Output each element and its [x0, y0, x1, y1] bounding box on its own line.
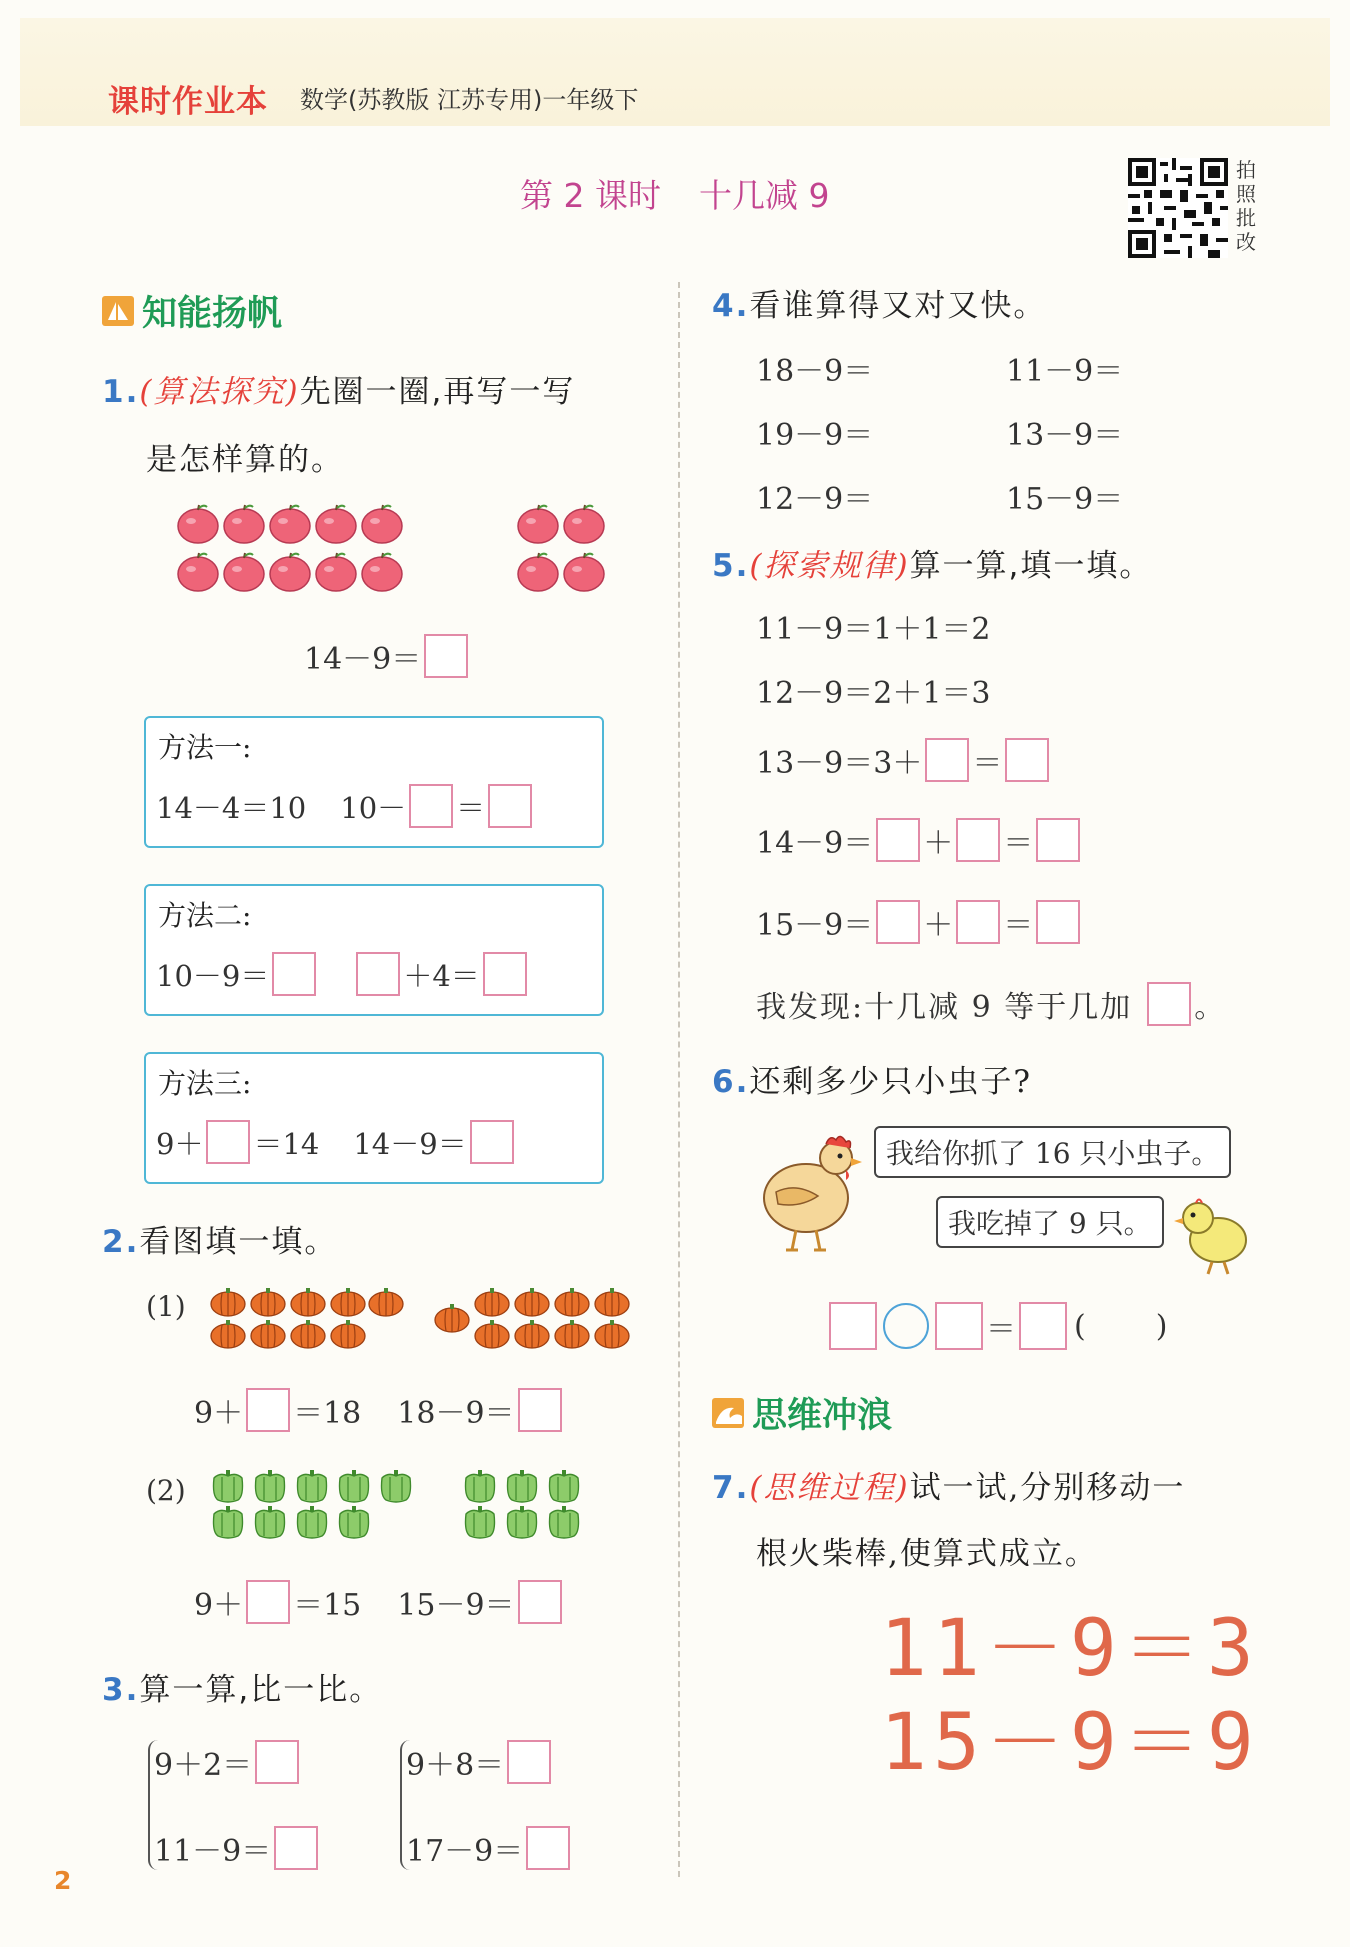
apple-icon [316, 505, 356, 543]
pepper-icon [256, 1506, 285, 1538]
answer-box[interactable] [876, 900, 920, 944]
q1-number: 1. [102, 374, 140, 410]
pepper-icon [214, 1506, 243, 1538]
hen-icon [756, 1126, 866, 1256]
q2-p1-b: ＝18 [293, 1396, 362, 1431]
answer-box[interactable] [409, 784, 453, 828]
page-number: 2 [54, 1866, 72, 1895]
q2-p1-a: 9＋ [194, 1396, 244, 1431]
apple-icon [362, 505, 402, 543]
lesson-topic: 十几减 9 [698, 176, 830, 215]
pumpkins-illustration [210, 1288, 630, 1350]
answer-box[interactable] [255, 1740, 299, 1784]
sail-icon [102, 294, 136, 328]
answer-box[interactable] [1036, 900, 1080, 944]
pumpkin-icon [475, 1288, 509, 1316]
answer-box[interactable] [829, 1302, 877, 1350]
method2-b: ＋4＝ [403, 958, 480, 993]
q5-discover-text: 我发现:十几减 9 等于几加 [756, 990, 1133, 1025]
q3-left-bottom [154, 1826, 321, 1870]
method1-box [144, 716, 604, 848]
pepper-icon [214, 1470, 243, 1502]
q4-item: 13－9＝ [1006, 418, 1124, 453]
chick-speech-bubble: 我吃掉了 9 只。 [936, 1196, 1164, 1248]
answer-box[interactable] [356, 952, 400, 996]
pepper-icon [340, 1470, 369, 1502]
answer-box[interactable] [470, 1120, 514, 1164]
wave-icon [712, 1396, 746, 1430]
q3-text: 算一算,比一比。 [139, 1672, 383, 1708]
q5-tag: (探索规律) [749, 548, 910, 584]
q6-equation [826, 1302, 1167, 1350]
q3-right-bottom [406, 1826, 573, 1870]
q4-number: 4. [712, 288, 750, 324]
q7-tag: (思维过程) [749, 1470, 910, 1506]
equals-sign: ＝ [986, 1312, 1016, 1347]
equals-sign: ＝ [1003, 908, 1034, 943]
q2-p2-c: 15－9＝ [397, 1588, 515, 1623]
q5-l3-text: 13－9＝3＋ [756, 746, 923, 781]
peppers-illustration [210, 1470, 590, 1540]
answer-box[interactable] [507, 1740, 551, 1784]
pumpkin-icon [251, 1288, 285, 1316]
q5-number: 5. [712, 548, 750, 584]
operator-circle[interactable] [883, 1303, 929, 1349]
q6-text: 还剩多少只小虫子? [749, 1064, 1032, 1100]
pumpkin-icon [595, 1320, 629, 1348]
q5-l4-text: 14－9＝ [756, 826, 874, 861]
section-siwei-title: 思维冲浪 [752, 1396, 893, 1436]
pepper-icon [508, 1470, 537, 1502]
chick-icon [1172, 1190, 1256, 1276]
pumpkin-icon [515, 1288, 549, 1316]
q3-number: 3. [102, 1672, 140, 1708]
answer-box[interactable] [483, 952, 527, 996]
pumpkin-icon [555, 1288, 589, 1316]
pumpkin-icon [369, 1288, 403, 1316]
answer-box[interactable] [1147, 982, 1191, 1026]
method2-label: 方法二: [158, 899, 252, 932]
q7-line1 [712, 1462, 1185, 1507]
apple-icon [362, 553, 402, 591]
apple-icon [564, 505, 604, 543]
pepper-icon [466, 1470, 495, 1502]
q5-l2: 12－9＝2＋1＝3 [756, 676, 991, 711]
q3-left-1: 11－9＝ [154, 1834, 272, 1869]
answer-box[interactable] [518, 1580, 562, 1624]
hen-speech-bubble: 我给你抓了 16 只小虫子。 [874, 1126, 1231, 1178]
q1-equation-text: 14－9＝ [304, 642, 422, 677]
q5-l1: 11－9＝1＋1＝2 [756, 612, 991, 647]
pumpkin-icon [515, 1320, 549, 1348]
answer-box[interactable] [1019, 1302, 1067, 1350]
q3-left-top [154, 1740, 302, 1784]
method1-eq: ＝ [456, 790, 486, 825]
q5-period: 。 [1194, 990, 1227, 1025]
section-siwei [712, 1388, 892, 1438]
apple-icon [518, 505, 558, 543]
q2-p1-label: (1) [146, 1290, 186, 1323]
pumpkin-icon [251, 1320, 285, 1348]
answer-box[interactable] [424, 634, 468, 678]
method1-line [156, 784, 535, 828]
unit-close-paren: ) [1155, 1308, 1168, 1344]
q1-equation [304, 634, 471, 678]
apple-icon [224, 553, 264, 591]
apple-icon [178, 553, 218, 591]
q4-line [712, 280, 1046, 325]
answer-box[interactable] [518, 1388, 562, 1432]
pepper-icon [340, 1506, 369, 1538]
answer-box[interactable] [956, 900, 1000, 944]
q5-line [712, 540, 1152, 585]
apple-icon [564, 553, 604, 591]
method1-a: 14－4＝10 [156, 790, 307, 825]
pumpkin-icon [291, 1320, 325, 1348]
plus-sign: ＋ [923, 826, 954, 861]
q3-right-0: 9＋8＝ [406, 1748, 505, 1783]
method1-label: 方法一: [158, 731, 252, 764]
method3-c: 14－9＝ [353, 1126, 467, 1161]
answer-box[interactable] [876, 818, 920, 862]
pumpkin-icon [331, 1288, 365, 1316]
section-zhineng [102, 286, 282, 336]
lesson-title [520, 170, 829, 217]
q1-tag: (算法探究) [139, 374, 300, 410]
pumpkin-icon [555, 1320, 589, 1348]
q2-number: 2. [102, 1224, 140, 1260]
method3-line [156, 1120, 517, 1164]
q2-line [102, 1216, 337, 1261]
pepper-icon [256, 1470, 285, 1502]
q5-l3 [756, 738, 1052, 782]
q6-line [712, 1056, 1032, 1101]
equals-sign: ＝ [972, 746, 1003, 781]
pumpkin-icon [211, 1320, 245, 1348]
method2-a: 10－9＝ [156, 958, 270, 993]
pumpkin-icon [291, 1288, 325, 1316]
method3-b: ＝14 [253, 1126, 320, 1161]
answer-box[interactable] [956, 818, 1000, 862]
answer-box[interactable] [206, 1120, 250, 1164]
answer-box[interactable] [1005, 738, 1049, 782]
apple-icon [270, 505, 310, 543]
q4-item: 19－9＝ [756, 418, 874, 453]
pepper-icon [550, 1470, 579, 1502]
q7-text2: 根火柴棒,使算式成立。 [756, 1536, 1098, 1572]
apple-icon [270, 553, 310, 591]
q3-left-0: 9＋2＝ [154, 1748, 253, 1783]
q5-text: 算一算,填一填。 [909, 548, 1153, 584]
pumpkin-icon [435, 1304, 469, 1332]
qr-code-icon[interactable] [1127, 158, 1229, 258]
q1-text2: 是怎样算的。 [146, 442, 344, 478]
section-zhineng-title: 知能扬帆 [142, 294, 283, 334]
q4-item: 15－9＝ [1006, 482, 1124, 517]
brand-title: 课时作业本 [108, 84, 268, 120]
apple-icon [316, 553, 356, 591]
q7-number: 7. [712, 1470, 750, 1506]
q4-item: 11－9＝ [1006, 354, 1124, 389]
pepper-icon [298, 1506, 327, 1538]
method2-line [156, 952, 530, 996]
method3-box [144, 1052, 604, 1184]
lesson-number: 第 2 课时 [520, 176, 661, 215]
answer-box[interactable] [272, 952, 316, 996]
q2-p1-c: 18－9＝ [397, 1396, 515, 1431]
pumpkin-icon [595, 1288, 629, 1316]
pepper-icon [508, 1506, 537, 1538]
q2-p2-equations [194, 1580, 565, 1624]
q2-p2-b: ＝15 [293, 1588, 362, 1623]
q5-discover [756, 982, 1226, 1026]
pepper-icon [466, 1506, 495, 1538]
method3-a: 9＋ [156, 1126, 204, 1161]
q7-text1: 试一试,分别移动一 [909, 1470, 1186, 1506]
method1-b: 10－ [340, 790, 407, 825]
matchstick-equation-2[interactable]: 15－9＝9 [880, 1698, 1260, 1788]
answer-box[interactable] [246, 1388, 290, 1432]
q2-p2-label: (2) [146, 1474, 186, 1507]
pepper-icon [382, 1470, 411, 1502]
q4-item: 12－9＝ [756, 482, 874, 517]
pepper-icon [298, 1470, 327, 1502]
apple-icon [518, 553, 558, 591]
q3-right-top [406, 1740, 554, 1784]
method3-label: 方法三: [158, 1067, 252, 1100]
unit-open-paren: ( [1074, 1308, 1086, 1344]
answer-box[interactable] [1036, 818, 1080, 862]
q5-l4 [756, 818, 1083, 862]
plus-sign: ＋ [923, 908, 954, 943]
book-title: 数学(苏教版 江苏专用)一年级下 [300, 86, 639, 114]
pumpkin-icon [331, 1320, 365, 1348]
equals-sign: ＝ [1003, 826, 1034, 861]
pepper-icon [550, 1506, 579, 1538]
q3-right-1: 17－9＝ [406, 1834, 524, 1869]
pumpkin-icon [475, 1320, 509, 1348]
q1-text1: 先圈一圈,再写一写 [299, 374, 576, 410]
answer-box[interactable] [925, 738, 969, 782]
q2-p1-equations [194, 1388, 565, 1432]
q4-item: 18－9＝ [756, 354, 874, 389]
apple-icon [178, 505, 218, 543]
apples-illustration [176, 504, 616, 600]
q4-text: 看谁算得又对又快。 [749, 288, 1047, 324]
q3-line [102, 1664, 382, 1709]
matchstick-equation-1[interactable]: 11－9＝3 [880, 1604, 1260, 1694]
apple-icon [224, 505, 264, 543]
q2-p2-a: 9＋ [194, 1588, 244, 1623]
method2-box [144, 884, 604, 1016]
pumpkin-icon [211, 1288, 245, 1316]
column-divider [678, 282, 680, 1877]
qr-label: 拍照批改 [1236, 158, 1256, 254]
answer-box[interactable] [935, 1302, 983, 1350]
q5-l5-text: 15－9＝ [756, 908, 874, 943]
q1-line1 [102, 366, 575, 411]
q5-l5 [756, 900, 1083, 944]
answer-box[interactable] [274, 1826, 318, 1870]
answer-box[interactable] [526, 1826, 570, 1870]
q6-number: 6. [712, 1064, 750, 1100]
answer-box[interactable] [488, 784, 532, 828]
answer-box[interactable] [246, 1580, 290, 1624]
q2-text: 看图填一填。 [139, 1224, 338, 1260]
